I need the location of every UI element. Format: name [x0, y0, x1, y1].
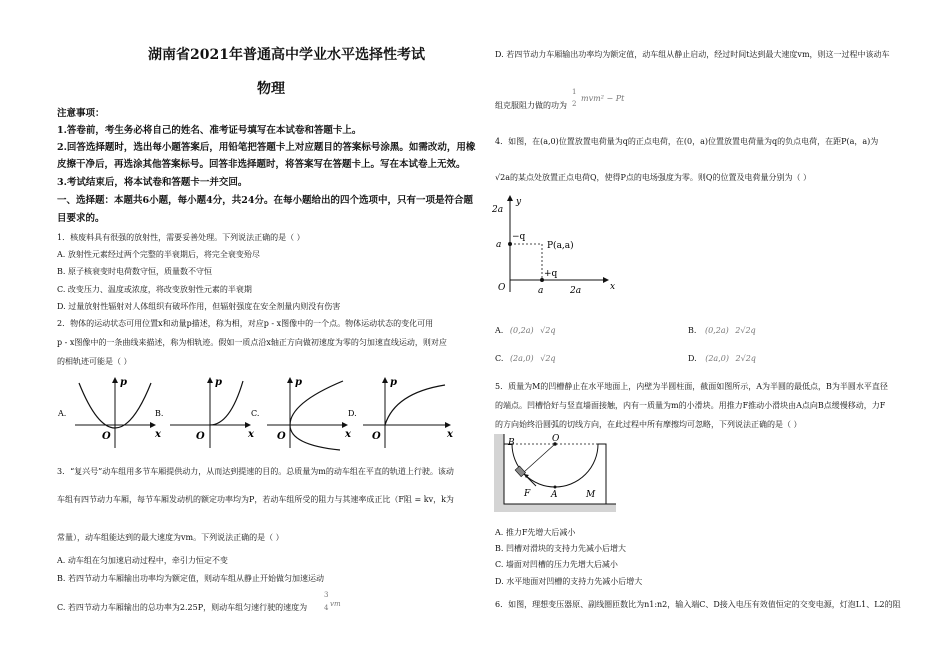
negative-charge: [508, 242, 512, 246]
q1-option-d: D. 过量放射性辐射对人体组织有破坏作用，但辐射强度在安全剂量内则没有伤害: [57, 302, 341, 311]
q5-figure: [494, 434, 616, 514]
ground: [494, 504, 616, 512]
q5-stem-2: 的端点。凹槽恰好与竖直墙面接触，内有一质量为m的小滑块。用推力F推动小滑块由A点向B点缓慢移动，力F: [495, 401, 886, 410]
q5-option-b: B. 凹槽对滑块的支持力先减小后增大: [495, 544, 626, 553]
q3-option-a: A. 动车组在匀加速启动过程中，牵引力恒定不变: [57, 556, 228, 565]
q1-option-b: B. 原子核衰变时电荷数守恒，质量数不守恒: [57, 267, 212, 276]
q4-option-b: B. (0,2a) 2√2q: [688, 326, 756, 335]
svg-text:A: A: [551, 490, 558, 500]
section-heading: 一、选择题：本题共6小题，每小题4分，共24分。在每小题给出的四个选项中，只有一项是符合题: [57, 195, 473, 206]
q2-stem-3: 的相轨迹可能是（ ）: [57, 357, 132, 366]
svg-text:F: F: [524, 489, 531, 499]
svg-text:y: y: [516, 197, 522, 207]
q2-graph-c: [251, 377, 352, 450]
svg-text:2a: 2a: [492, 205, 504, 215]
svg-text:p: p: [120, 377, 127, 388]
svg-text:O: O: [277, 431, 286, 442]
q2-stem-1: 2．物体的运动状态可用位置x和动量p描述，称为相，对应p - x图像中的一个点。物体运动状态的变化可用: [57, 319, 434, 328]
svg-text:2a: 2a: [570, 286, 582, 296]
svg-text:x: x: [248, 429, 254, 440]
q5-stem-1: 5．质量为M的凹槽静止在水平地面上，内壁为半圆柱面，截面如图所示，A为半圆的最低点，B为半圆水平直径: [495, 382, 888, 391]
svg-text:a: a: [496, 240, 502, 250]
note-item: 皮擦干净后，再选涂其他答案标号。回答非选择题时，将答案写在答题卡上。写在本试卷上无效。: [57, 159, 466, 170]
svg-text:x: x: [447, 429, 453, 440]
q3-option-d-cont: 组克服阻力做的功为: [495, 101, 567, 110]
q3-option-c: C. 若四节动力车厢输出的总功率为2.25P，则动车组匀速行驶的速度为: [57, 603, 308, 612]
q5-option-c: C. 墙面对凹槽的压力先增大后减小: [495, 560, 618, 569]
q4-stem-1: 4．如图，在(a,0)位置放置电荷量为q的正点电荷，在(0，a)位置放置电荷量为q的负点电荷，在距P(a，a)为: [495, 137, 879, 146]
q4-option-a: A. (0,2a) √2q: [495, 326, 556, 335]
svg-text:M: M: [586, 490, 596, 500]
svg-text:O: O: [196, 431, 205, 442]
svg-text:p: p: [390, 377, 397, 388]
q1-option-a: A. 放射性元素经过两个完整的半衰期后，将完全衰变殆尽: [57, 250, 260, 259]
q3-c-velocity: vm: [330, 600, 341, 608]
q3d-frac-num: 1: [572, 88, 577, 96]
q2-stem-2: p - x图像中的一条曲线来描述，称为相轨迹。假如一质点沿x轴正方向做初速度为零的匀加速直线运动，则对应: [57, 338, 447, 347]
q4-option-d: D. (2a,0) 2√2q: [688, 354, 756, 363]
q3-stem-2: 车组有四节动力车厢，每节车厢发动机的额定功率均为P，若动车组所受的阻力与其速率成正比（F阻 = kv，k为: [57, 495, 454, 504]
notes-heading: 注意事项：: [57, 108, 105, 119]
note-item: 1.答卷前，考生务必将自己的姓名、准考证号填写在本试卷和答题卡上。: [57, 125, 362, 136]
q4-stem-2: √2a的某点处放置正点电荷Q，使得P点的电场强度为零。则Q的位置及电荷量分别为（ ）: [495, 173, 811, 182]
q3-c-frac-num: 3: [324, 591, 329, 599]
svg-text:p: p: [295, 377, 302, 388]
q3-option-d: D. 若四节动力车厢输出功率均为额定值，动车组从静止启动，经过时间t达到最大速度vm，则这一过程中该动车: [495, 50, 890, 59]
q5-option-a: A. 推力F先增大后减小: [495, 528, 576, 537]
svg-text:D.: D.: [348, 409, 357, 418]
svg-text:−q: −q: [512, 232, 526, 242]
svg-text:O: O: [102, 431, 111, 442]
svg-text:P(a,a): P(a,a): [547, 241, 574, 251]
q4-figure: [490, 192, 620, 300]
svg-text:+q: +q: [544, 269, 558, 279]
svg-text:B.: B.: [155, 409, 164, 418]
svg-text:x: x: [610, 282, 616, 292]
q2-graph-b: [155, 377, 255, 448]
q2-graph-d: [348, 377, 454, 448]
note-item: 2.回答选择题时，选出每小题答案后，用铅笔把答题卡上对应题目的答案标号涂黑。如需改动，用橡: [57, 142, 476, 153]
section-heading-cont: 目要求的。: [57, 213, 105, 224]
exam-title: 湖南省2021年普通高中学业水平选择性考试: [148, 47, 425, 63]
q3d-frac-den: 2: [572, 100, 577, 108]
svg-text:x: x: [155, 429, 161, 440]
q2-graph-a: [57, 377, 162, 448]
svg-text:C.: C.: [251, 409, 260, 418]
q3-option-b: B. 若四节动力车厢输出功率均为额定值，则动车组从静止开始做匀加速运动: [57, 574, 324, 583]
q5-stem-3: 的方向始终沿圆弧的切线方向，在此过程中所有摩擦均可忽略，下列说法正确的是（ ）: [495, 420, 802, 429]
svg-text:O: O: [372, 431, 381, 442]
q4-option-c: C. (2a,0) √2q: [495, 354, 556, 363]
svg-text:B: B: [508, 438, 515, 448]
q2-graphs: [55, 373, 475, 451]
subject-title: 物理: [257, 81, 285, 97]
q1-option-c: C. 改变压力、温度或浓度，将改变放射性元素的半衰期: [57, 285, 252, 294]
q5-option-d: D. 水平地面对凹槽的支持力先减小后增大: [495, 577, 643, 586]
svg-text:a: a: [538, 286, 544, 296]
q6-stem-1: 6．如图，理想变压器原、副线圈匝数比为n1:n2，输入端C、D接入电压有效值恒定的交变电源，灯泡L1、L2的阻: [495, 600, 901, 609]
q3-stem-3: 常量），动车组能达到的最大速度为vm。下列说法正确的是（ ）: [57, 533, 284, 542]
svg-text:p: p: [215, 377, 222, 388]
svg-text:O: O: [498, 283, 506, 293]
q3-c-frac-den: 4: [324, 604, 329, 612]
q3-stem-1: 3．“复兴号”动车组用多节车厢提供动力，从而达到提速的目的。总质量为m的动车组在平直的轨道上行驶。该动: [57, 467, 454, 476]
graph-label: A.: [58, 409, 67, 418]
q1-stem: 1．核废料具有很强的放射性，需要妥善处理。下列说法正确的是（ ）: [57, 233, 305, 242]
svg-text:x: x: [345, 429, 351, 440]
note-item: 3.考试结束后，将本试卷和答题卡一并交回。: [57, 177, 248, 188]
wall: [494, 434, 504, 508]
q3d-expression: mvm² − Pt: [581, 94, 625, 103]
svg-text:O: O: [552, 434, 560, 444]
